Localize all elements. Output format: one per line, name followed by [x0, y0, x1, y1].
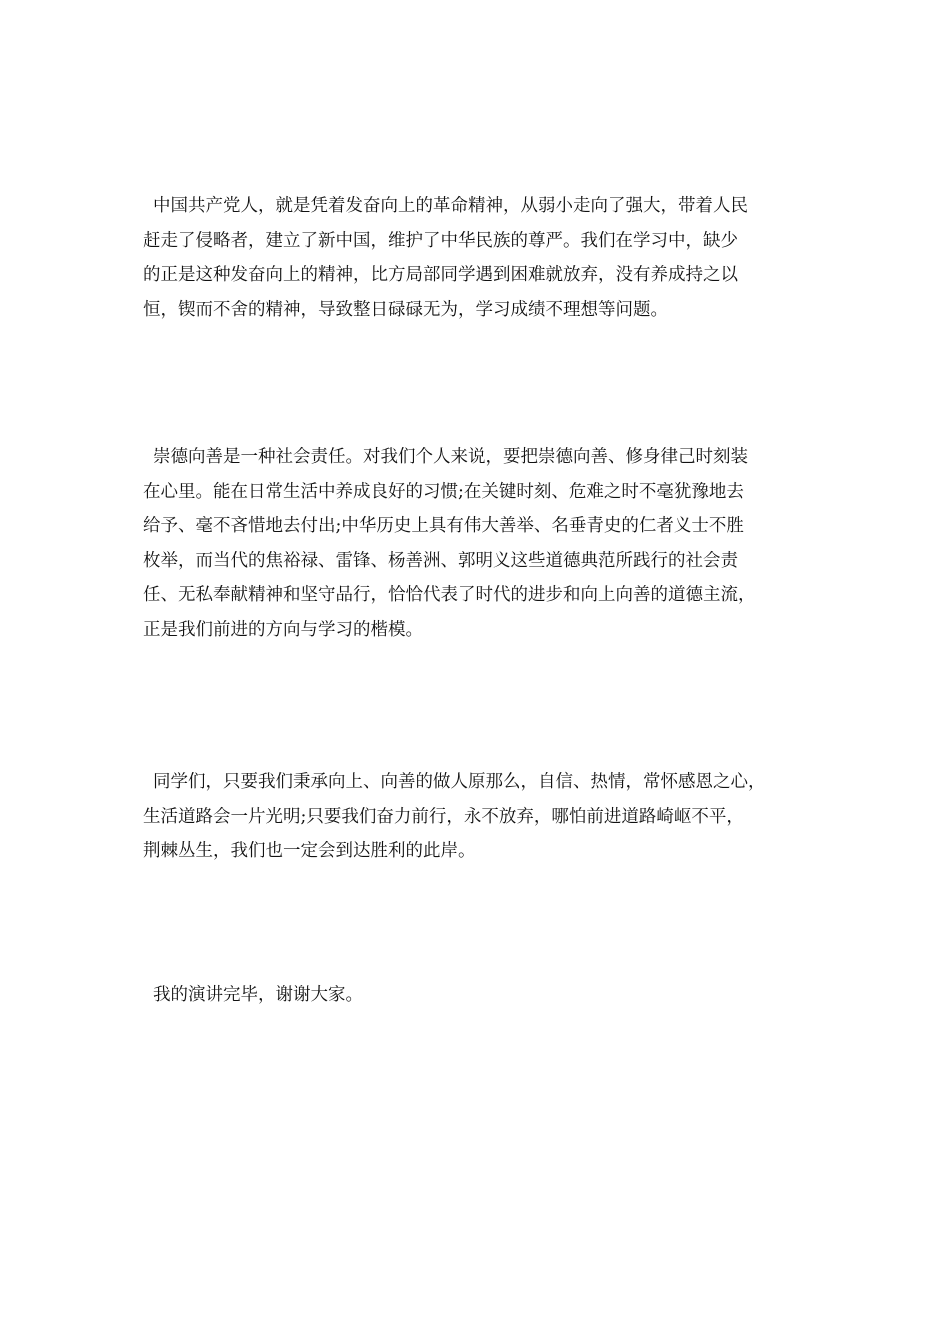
paragraph-line: 恒，锲而不舍的精神，导致整日碌碌无为，学习成绩不理想等问题。 — [143, 299, 668, 320]
paragraph-line: 枚举，而当代的焦裕禄、雷锋、杨善洲、郭明义这些道德典范所践行的社会责 — [143, 550, 738, 571]
paragraph-line: 崇德向善是一种社会责任。对我们个人来说，要把崇德向善、修身律己时刻装 — [153, 447, 748, 467]
paragraph-line: 的正是这种发奋向上的精神，比方局部同学遇到困难就放弃，没有养成持之以 — [143, 265, 738, 285]
paragraph-line: 中国共产党人，就是凭着发奋向上的革命精神，从弱小走向了强大，带着人民 — [153, 196, 748, 216]
paragraph-line: 任、无私奉献精神和坚守品行，恰恰代表了时代的进步和向上向善的道德主流， — [143, 585, 756, 605]
paragraph-line: 生活道路会一片光明;只要我们奋力前行，永不放弃，哪怕前进道路崎岖不平， — [143, 806, 744, 827]
paragraph-line: 在心里。能在日常生活中养成良好的习惯;在关键时刻、危难之时不毫犹豫地去 — [143, 481, 744, 502]
paragraph-line: 赶走了侵略者，建立了新中国，维护了中华民族的尊严。我们在学习中，缺少 — [143, 230, 738, 251]
paragraph-line: 我的演讲完毕，谢谢大家。 — [153, 985, 363, 1005]
paragraph-social-responsibility — [143, 440, 838, 647]
paragraph-line: 给予、毫不吝惜地去付出;中华历史上具有伟大善举、名垂青史的仁者义士不胜 — [143, 516, 744, 536]
paragraph-exhortation — [143, 765, 838, 869]
paragraph-line: 同学们，只要我们秉承向上、向善的做人原那么，自信、热情，常怀感恩之心， — [153, 772, 766, 792]
paragraph-line: 正是我们前进的方向与学习的楷模。 — [143, 619, 423, 640]
paragraph-revolutionary-spirit — [143, 189, 838, 327]
paragraph-closing — [143, 978, 838, 1013]
paragraph-line: 荆棘丛生，我们也一定会到达胜利的此岸。 — [143, 841, 476, 861]
